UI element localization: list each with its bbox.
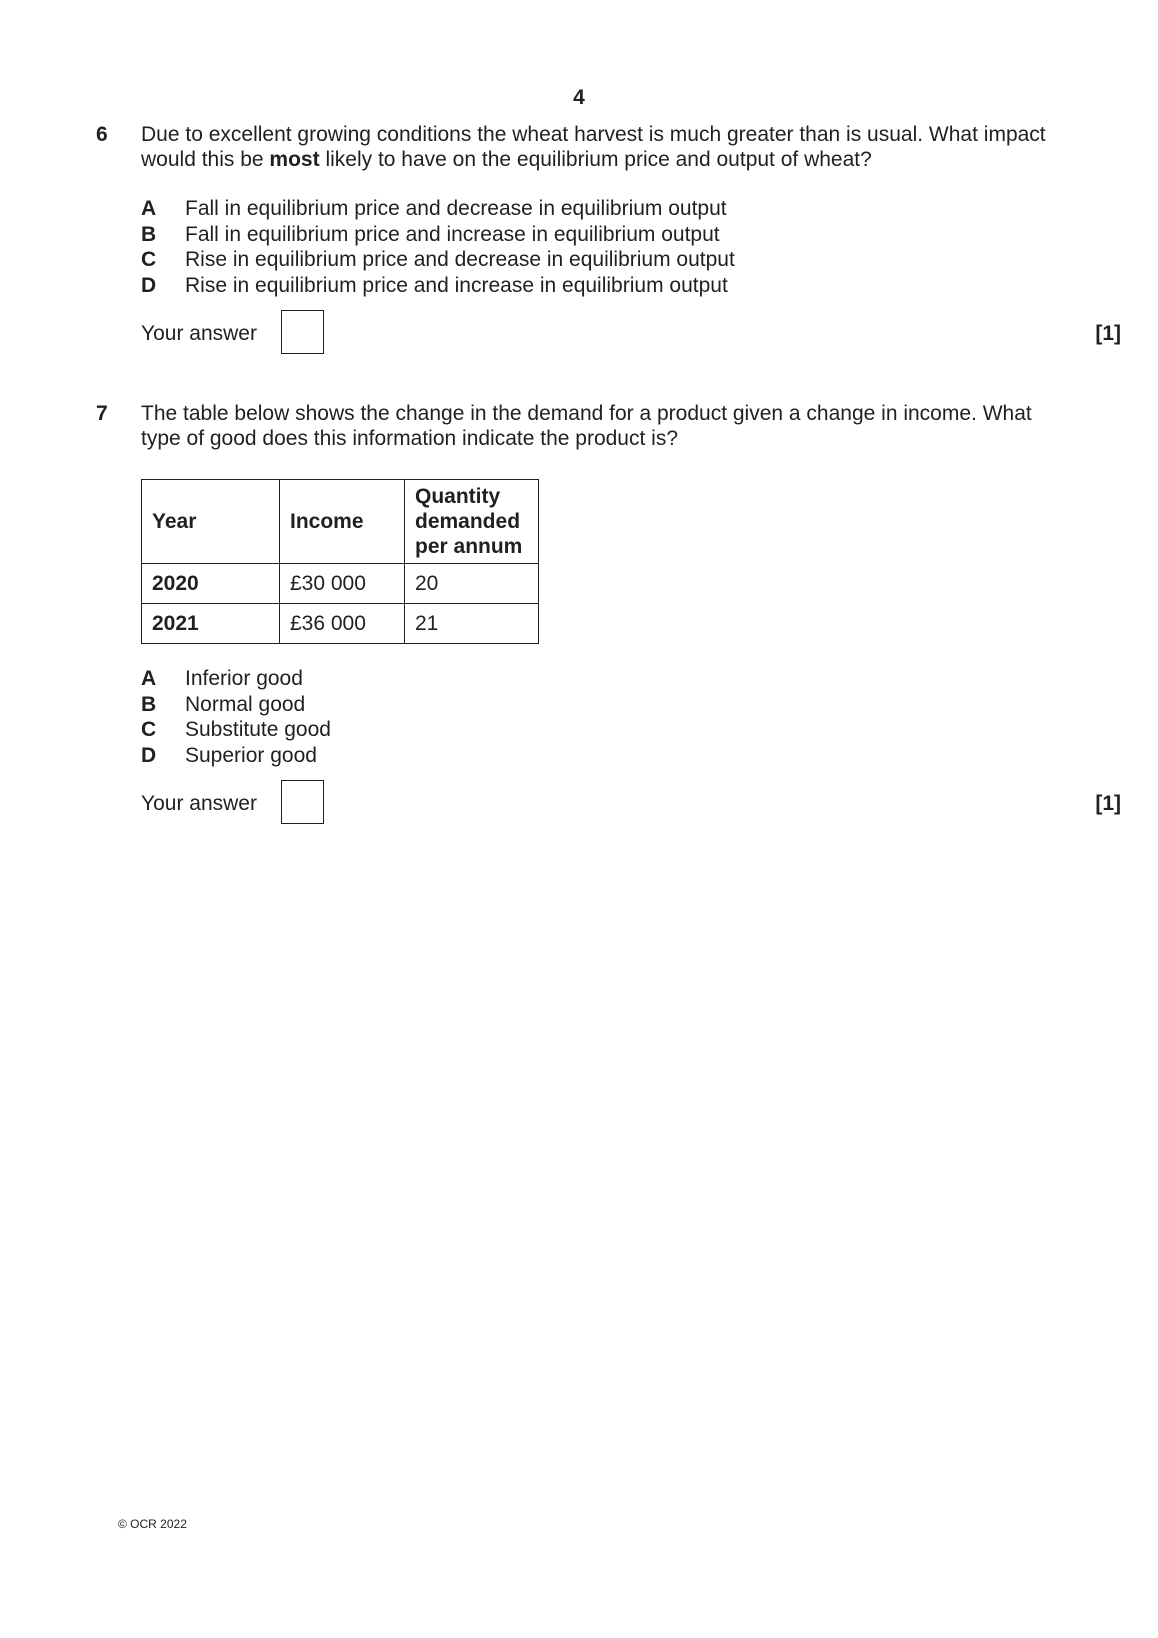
answer-label: Your answer <box>141 792 257 815</box>
question-stem: The table below shows the change in the demand for a product given a change in income. What type of good does this information indicate the product is? <box>141 402 1032 450</box>
option-text: Rise in equilibrium price and decrease in equilibrium output <box>185 248 735 271</box>
answer-row <box>141 780 1121 826</box>
option-d <box>141 743 1076 769</box>
table-cell-income: £30 000 <box>280 564 405 604</box>
page-number: 4 <box>573 86 585 109</box>
option-text: Inferior good <box>185 667 303 690</box>
option-text: Fall in equilibrium price and increase in equilibrium output <box>185 222 720 246</box>
answer-label: Your answer <box>141 322 257 345</box>
options-list <box>141 196 1076 298</box>
table-cell-quantity: 20 <box>405 564 539 604</box>
income-demand-table <box>141 479 539 644</box>
option-c <box>141 247 1076 273</box>
question-7 <box>96 401 1121 826</box>
table-cell-year: 2021 <box>142 604 280 644</box>
table-cell-year: 2020 <box>142 564 280 604</box>
question-number: 6 <box>96 123 108 146</box>
option-letter: A <box>141 197 157 220</box>
option-d <box>141 273 1076 299</box>
stem-text: likely to have on the equilibrium price and output of wheat? <box>319 148 872 171</box>
option-c <box>141 717 1076 743</box>
option-letter: B <box>141 222 157 246</box>
option-a <box>141 196 1076 222</box>
table-header: Income <box>280 480 405 564</box>
marks: [1] <box>1095 322 1121 345</box>
table-header-row <box>142 480 539 564</box>
table-header: Year <box>142 480 280 564</box>
answer-box[interactable] <box>281 310 324 354</box>
question-stem <box>141 122 1071 172</box>
option-b <box>141 692 1076 718</box>
table-header: Quantity demanded per annum <box>405 480 539 564</box>
option-text: Rise in equilibrium price and increase in equilibrium output <box>185 273 728 297</box>
option-b <box>141 222 1076 248</box>
table-row <box>142 604 539 644</box>
question-6 <box>96 122 1121 356</box>
question-number: 7 <box>96 402 108 425</box>
answer-row <box>141 310 1121 356</box>
option-letter: A <box>141 667 157 690</box>
stem-emphasis: most <box>269 148 320 171</box>
options-list <box>141 666 1076 768</box>
table-cell-quantity: 21 <box>405 604 539 644</box>
option-letter: B <box>141 692 157 716</box>
table-row <box>142 564 539 604</box>
answer-box[interactable] <box>281 780 324 824</box>
option-letter: C <box>141 718 157 741</box>
option-text: Normal good <box>185 692 306 716</box>
option-text: Substitute good <box>185 718 331 741</box>
stem-text: Due to excellent growing conditions the wheat harvest is much greater than is usual. What impact would this be <box>141 123 1046 171</box>
option-a <box>141 666 1076 692</box>
option-letter: C <box>141 248 157 271</box>
marks: [1] <box>1095 792 1121 815</box>
option-letter: D <box>141 743 157 767</box>
table-cell-income: £36 000 <box>280 604 405 644</box>
copyright-footer: © OCR 2022 <box>118 1517 187 1531</box>
option-text: Fall in equilibrium price and decrease in equilibrium output <box>185 197 727 220</box>
option-letter: D <box>141 273 157 297</box>
option-text: Superior good <box>185 743 317 767</box>
